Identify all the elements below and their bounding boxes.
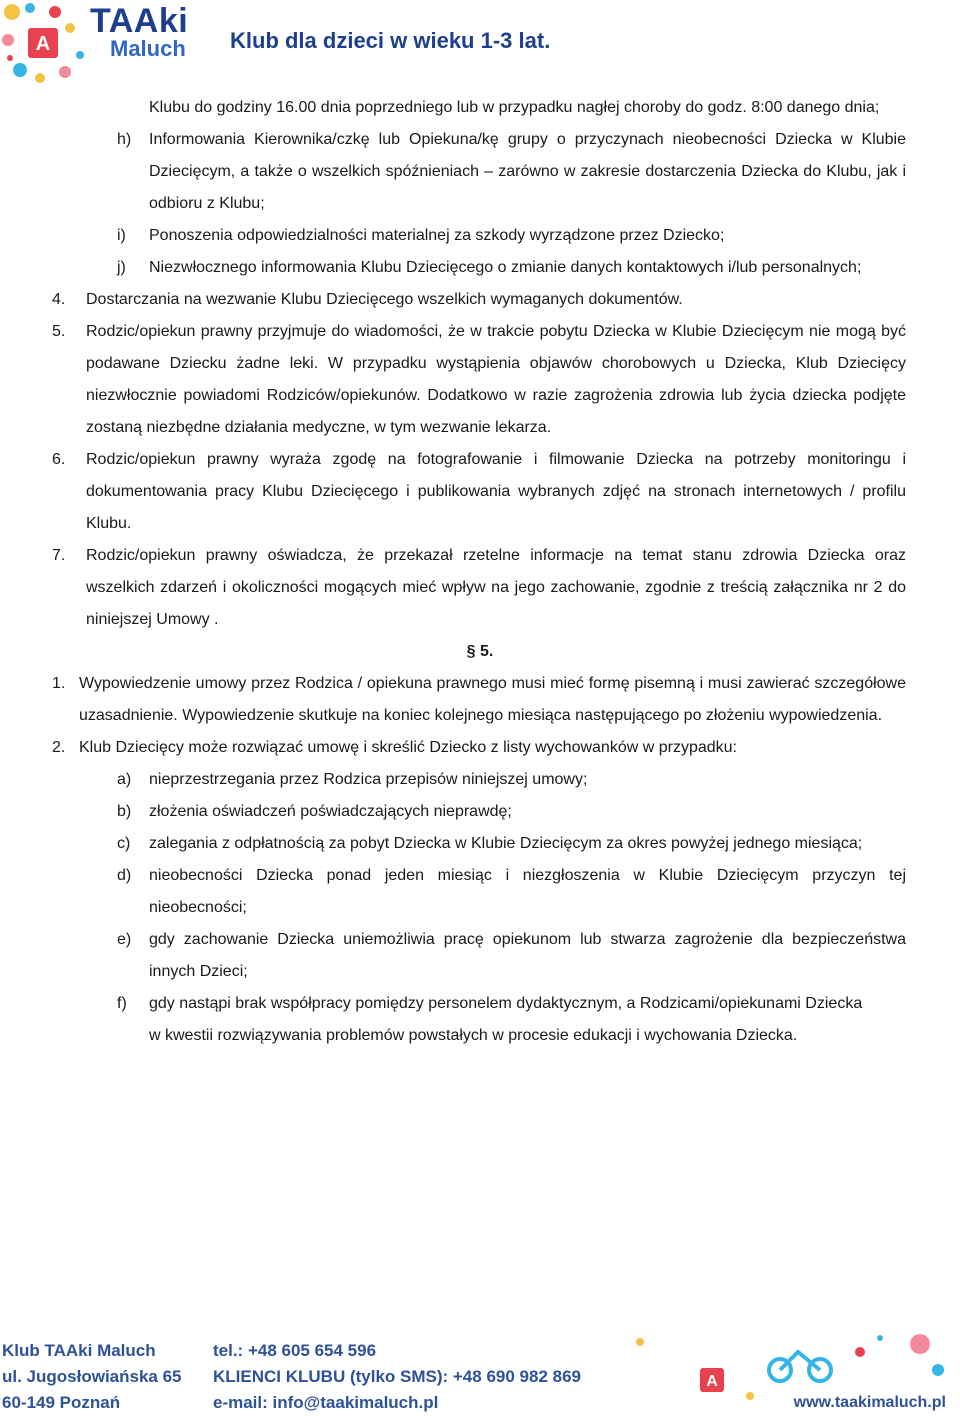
list-item-text: Klub Dziecięcy może rozwiązać umowę i skreślić Dziecko z listy wychowanków w przypadku: [79,739,737,756]
list-item [0,444,960,540]
page-footer [0,1330,960,1416]
list-item-label: a) [117,771,132,788]
list-item-text: Dostarczania na wezwanie Klubu Dziecięcego wszelkich wymaganych dokumentów. [86,291,683,308]
list-item-text: gdy nastąpi brak współpracy pomiędzy personelem dydaktycznym, a Rodzicami/opiekunami Dziecka [149,995,863,1012]
list-item [0,828,960,860]
footer-contact [213,1338,581,1416]
list-item [0,732,960,764]
footer-website[interactable]: www.taakimaluch.pl [793,1394,946,1411]
list-item [0,668,960,732]
footer-city: 60-149 Poznań [2,1393,121,1412]
list-item [0,764,960,796]
list-item-label: 7. [52,547,66,564]
footer-sms: KLIENCI KLUBU (tylko SMS): +48 690 982 869 [213,1367,581,1386]
svg-text:A: A [35,33,51,55]
list-item [0,220,960,252]
list-item-label: 5. [52,323,66,340]
list-item-text: Ponoszenia odpowiedzialności materialnej za szkody wyrządzone przez Dziecko; [149,227,725,244]
list-item-label: b) [117,803,132,820]
list-item [0,284,960,316]
list-item-label: 4. [52,291,66,308]
footer-phone: tel.: +48 605 654 596 [213,1341,377,1360]
item-f-continuation: w kwestii rozwiązywania problemów powstałych w procesie edukacji i wychowania Dziecka. [149,1027,798,1044]
list-item-label: 6. [52,451,66,468]
logo-toys-icon [0,0,90,90]
list-item-text: zalegania z odpłatnością za pobyt Dziecka w Klubie Dziecięcym za okres powyżej jednego miesiąca; [149,835,863,852]
list-item-label: e) [117,931,132,948]
list-item-label: j) [117,259,126,276]
list-item-label: c) [117,835,131,852]
list-item-text: Rodzic/opiekun prawny oświadcza, że przekazał rzetelne informacje na temat stanu zdrowia Dziecka oraz wszelkich zdarzeń i okoliczności mogących mieć wpływ na jego zachowanie, zgodnie z treścią załącznika nr 2 do niniejszej Umowy . [86,547,906,628]
footer-club-name: Klub TAAki Maluch [2,1341,156,1360]
list-item [0,252,960,284]
obligations-list [0,124,960,284]
list-item-label: 2. [52,739,66,756]
list-item-label: h) [117,131,132,148]
list-item-text: nieobecności Dziecka ponad jeden miesiąc i niezgłoszenia w Klubie Dziecięcym przyczyn tej nieobecności; [149,867,906,916]
list-item [0,540,960,636]
list-item-label: 1. [52,675,66,692]
footer-street: ul. Jugosłowiańska 65 [2,1367,182,1386]
item-g-continuation: Klubu do godziny 16.00 dnia poprzedniego lub w przypadku nagłej choroby do godz. 8:00 danego dnia; [149,99,880,116]
list-item-text: Wypowiedzenie umowy przez Rodzica / opiekuna prawnego musi mieć formę pisemną i musi zawierać szczegółowe uzasadnienie. Wypowiedzenie skutkuje na koniec kolejnego miesiąca następującego po złożeniu wypowiedzenia. [79,675,906,724]
header-title: Klub dla dzieci w wieku 1-3 lat. [230,28,551,53]
list-item-text: złożenia oświadczeń poświadczających nieprawdę; [149,803,512,820]
list-item-text: Niezwłocznego informowania Klubu Dziecięcego o zmianie danych kontaktowych i/lub personalnych; [149,259,862,276]
list-item-label: f) [117,995,127,1012]
numbered-list [0,284,960,636]
list-item-text: Rodzic/opiekun prawny wyraża zgodę na fotografowanie i filmowanie Dziecka na potrzeby monitoringu i dokumentowania pracy Klubu Dziecięcego i publikowania wybranych zdjęć na stronach internetowych / profilu Klubu. [86,451,906,532]
list-item-text: gdy zachowanie Dziecka uniemożliwia pracę opiekunom lub stwarza zagrożenie dla bezpieczeństwa innych Dzieci; [149,931,906,980]
page-header [0,0,960,90]
list-item-text: nieprzestrzegania przez Rodzica przepisów niniejszej umowy; [149,771,588,788]
document-body [0,92,960,1052]
list-item [0,796,960,828]
termination-list [0,668,960,764]
footer-address [2,1338,182,1416]
termination-reasons-list [0,764,960,1052]
list-item [0,316,960,444]
club-logo [0,0,200,90]
logo-subtitle: Maluch [110,36,186,61]
list-item-label: i) [117,227,126,244]
section-heading: § 5. [466,643,494,660]
list-item [0,860,960,924]
logo-name: TAAki [90,2,189,40]
list-item-label: d) [117,867,132,884]
list-item-text: Rodzic/opiekun prawny przyjmuje do wiadomości, że w trakcie pobytu Dziecka w Klubie Dziecięcym nie mogą być podawane Dziecku żadne leki. W przypadku wystąpienia objawów chorobowych u Dziecka, Klub Dziecięcy niezwłocznie powiadomi Rodziców/opiekunów. Dodatkowo w razie zagrożenia zdrowia lub życia dziecka podjęte zostaną niezbędne działania medyczne, w tym wezwanie lekarza. [86,323,906,436]
list-item [0,124,960,220]
list-item [0,988,960,1020]
footer-email[interactable]: e-mail: info@taakimaluch.pl [213,1393,439,1412]
list-item-text: Informowania Kierownika/czkę lub Opiekuna/kę grupy o przyczynach nieobecności Dziecka w Klubie Dziecięcym, a także o wszelkich spóźnieniach – zarówno w zakresie dostarczenia Dziecka do Klubu, jak i odbioru z Klubu; [149,131,906,212]
list-item [0,924,960,988]
svg-text:A: A [706,1373,718,1390]
